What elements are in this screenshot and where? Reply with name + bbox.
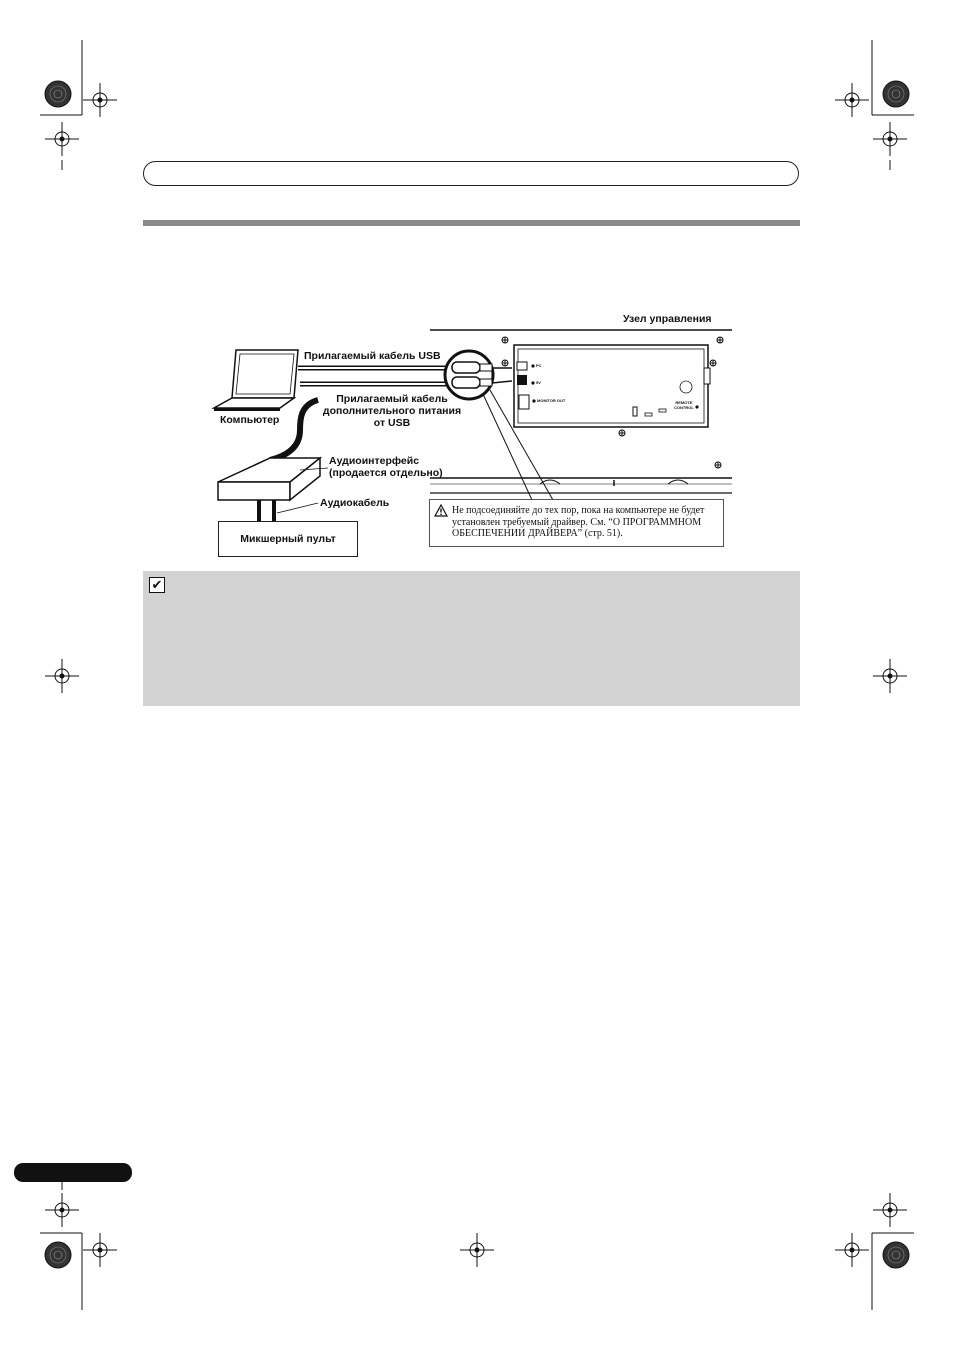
computer-label: Компьютер	[220, 414, 280, 426]
warning-triangle-icon	[434, 504, 448, 517]
screw-icon	[715, 462, 721, 468]
audio-cable-label: Аудиокабель	[320, 497, 390, 509]
power-port	[517, 375, 527, 385]
monitor-out-label: MONITOR OUT	[537, 398, 566, 403]
audio-interface-label: Аудиоинтерфейс (продается отдельно)	[329, 455, 443, 479]
page-number-tab	[14, 1163, 132, 1182]
remote-control-jack	[680, 381, 692, 393]
screw-icon	[710, 360, 716, 366]
monitor-out-port	[519, 395, 529, 409]
5v-port-label: 5V	[536, 380, 541, 385]
check-icon: ✔	[149, 577, 165, 593]
remote-control-label: REMOTE CONTROL	[674, 400, 694, 410]
audio-interface-icon	[218, 458, 320, 500]
laptop-icon	[214, 350, 298, 411]
warning-text-line-3: ОБЕСПЕЧЕНИИ ДРАЙВЕРА” (стр. 51).	[452, 528, 623, 539]
warning-box	[429, 499, 724, 547]
power-cable-label: Прилагаемый кабель дополнительного питания от USB	[322, 393, 462, 429]
screw-icon	[502, 360, 508, 366]
control-unit-panel	[514, 345, 708, 427]
warning-text-line-1: Не подсоединяйте до тех пор, пока на компьютере не будет	[452, 505, 705, 516]
control-unit-label: Узел управления	[623, 313, 712, 325]
usb-cable-label: Прилагаемый кабель USB	[304, 350, 441, 362]
warning-text-line-2: установлен требуемый драйвер. См. “О ПРОГРАММНОМ	[452, 516, 702, 528]
mixer-label: Микшерный пульт	[240, 533, 336, 545]
pc-port	[517, 362, 527, 370]
screw-icon	[502, 337, 508, 343]
magnifier-circle	[445, 351, 493, 399]
screw-icon	[619, 430, 625, 436]
screw-icon	[717, 337, 723, 343]
note-panel	[143, 571, 800, 706]
pc-port-label: PC	[536, 363, 542, 368]
mixer-box	[218, 521, 358, 557]
